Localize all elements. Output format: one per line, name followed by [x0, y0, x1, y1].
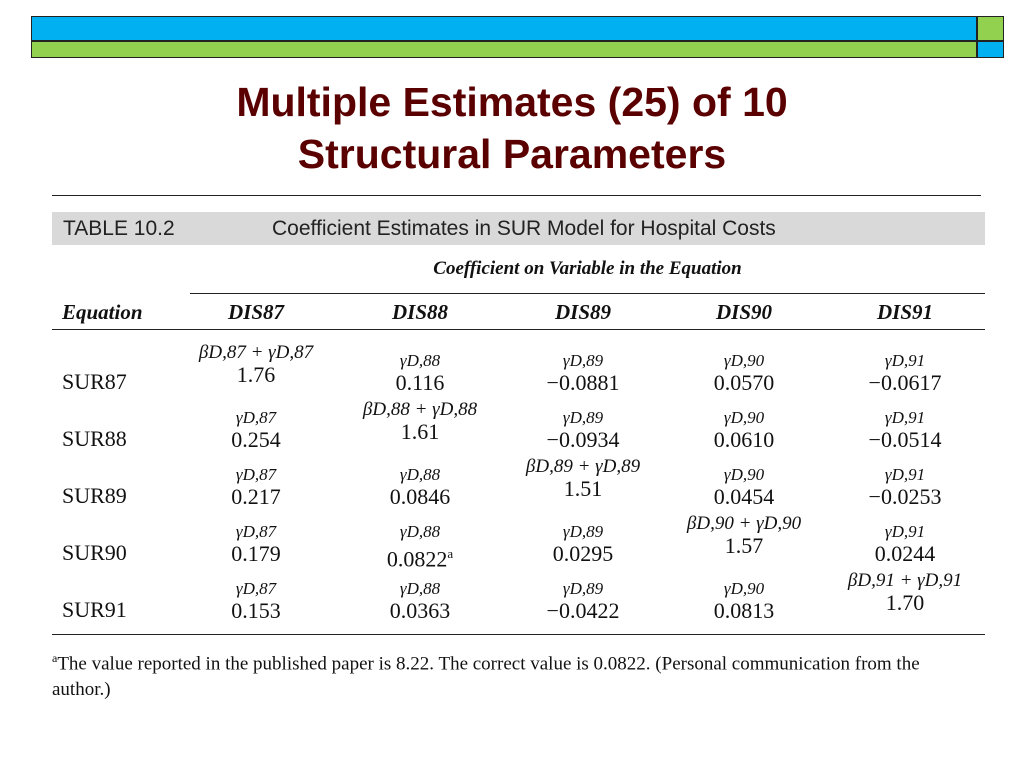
cell-value: 0.0822	[386, 546, 448, 572]
header-bar-blue	[31, 16, 977, 41]
table-cell	[498, 343, 668, 395]
table-top-rule	[52, 195, 981, 196]
column-header: DIS89	[554, 300, 612, 324]
cell-value: −0.0514	[868, 427, 942, 452]
cell-value: 0.153	[231, 598, 281, 623]
column-header: DIS90	[715, 300, 773, 324]
cell-value: 0.0454	[713, 484, 775, 509]
cell-value: 0.0610	[713, 427, 775, 452]
header-bar-green	[31, 41, 977, 58]
cell-value: 0.254	[231, 427, 281, 452]
cell-symbol: γD,89	[562, 408, 604, 427]
row-label: SUR89	[62, 483, 127, 508]
table-cell	[335, 571, 505, 623]
cell-symbol: βD,90 + γD,90	[686, 513, 802, 534]
column-header: DIS87	[227, 300, 285, 324]
cell-symbol: γD,87	[235, 522, 277, 541]
table-cell	[171, 457, 341, 509]
row-label: SUR91	[62, 597, 127, 622]
cell-symbol: βD,87 + γD,87	[198, 342, 314, 363]
table-cell	[659, 343, 829, 395]
cell-value: 1.61	[400, 419, 440, 444]
cell-symbol: βD,91 + γD,91	[847, 570, 963, 591]
table-cell	[659, 457, 829, 509]
table-number: TABLE 10.2	[63, 217, 175, 240]
table-cell	[820, 400, 990, 452]
cell-value: −0.0422	[546, 598, 620, 623]
row-label: SUR87	[62, 369, 127, 394]
cell-value: −0.0881	[546, 370, 620, 395]
table-cell	[171, 343, 341, 387]
cell-symbol: γD,91	[884, 351, 926, 370]
cell-value: 0.217	[231, 484, 281, 509]
cell-value: 0.0846	[389, 484, 451, 509]
cell-symbol: γD,91	[884, 465, 926, 484]
table-cell	[820, 343, 990, 395]
column-header: DIS91	[876, 300, 934, 324]
cell-value: 0.179	[231, 541, 281, 566]
header-square-green	[977, 16, 1004, 41]
table-cell	[335, 400, 505, 444]
table-cell	[335, 457, 505, 509]
table-cell	[820, 571, 990, 615]
table-cell	[498, 571, 668, 623]
cell-symbol: γD,88	[399, 522, 441, 541]
table-cell	[820, 457, 990, 509]
table-cell	[820, 514, 990, 566]
cell-footnote-mark: a	[447, 546, 454, 561]
cell-symbol: γD,87	[235, 579, 277, 598]
table-cell	[659, 514, 829, 558]
cell-symbol: γD,90	[723, 579, 765, 598]
cell-symbol: γD,88	[399, 465, 441, 484]
table-cell	[498, 514, 668, 566]
table-cell	[171, 400, 341, 452]
slide-title-line-1: Multiple Estimates (25) of 10	[236, 79, 788, 125]
table-cell	[498, 457, 668, 501]
cell-symbol: γD,90	[723, 351, 765, 370]
table-footnote	[52, 645, 952, 703]
cell-symbol: γD,90	[723, 465, 765, 484]
cell-symbol: γD,91	[884, 522, 926, 541]
cell-value: 0.0363	[389, 598, 451, 623]
cell-value: 1.76	[236, 362, 276, 387]
cell-value: 0.116	[395, 370, 445, 395]
column-header: DIS88	[391, 300, 449, 324]
cell-value: 1.57	[724, 533, 764, 558]
cell-value: 0.0813	[713, 598, 775, 623]
cell-value: 1.70	[885, 590, 925, 615]
cell-symbol: γD,88	[399, 351, 441, 370]
cell-symbol: γD,89	[562, 522, 604, 541]
cell-value: 0.0570	[713, 370, 775, 395]
slide-title-line-2: Structural Parameters	[297, 131, 727, 177]
table-cell	[171, 514, 341, 566]
table-cell	[335, 514, 505, 571]
table-cell	[335, 343, 505, 395]
cell-symbol: βD,88 + γD,88	[362, 399, 478, 420]
cell-symbol: γD,87	[235, 465, 277, 484]
cell-symbol: γD,88	[399, 579, 441, 598]
footnote-text: The value reported in the published paper is 8.22. The correct value is 0.0822. (Personal communication from the author.)	[52, 653, 920, 701]
table-cell	[659, 571, 829, 623]
footnote-mark: a	[52, 651, 58, 665]
cell-symbol: γD,91	[884, 408, 926, 427]
table-caption-bar	[52, 212, 985, 245]
cell-symbol: γD,87	[235, 408, 277, 427]
cell-value: 1.51	[563, 476, 603, 501]
cell-value: 0.0244	[874, 541, 936, 566]
cell-symbol: βD,89 + γD,89	[525, 456, 641, 477]
column-spanner: Coefficient on Variable in the Equation	[433, 258, 742, 279]
cell-value: −0.0617	[868, 370, 942, 395]
cell-value: 0.0295	[552, 541, 614, 566]
slide-title	[0, 76, 1024, 180]
row-label: SUR88	[62, 426, 127, 451]
table-cell	[171, 571, 341, 623]
row-label: SUR90	[62, 540, 127, 565]
cell-symbol: γD,89	[562, 579, 604, 598]
table-bottom-rule	[52, 634, 985, 635]
cell-symbol: γD,90	[723, 408, 765, 427]
cell-value: −0.0934	[546, 427, 620, 452]
header-square-blue	[977, 41, 1004, 58]
header-rule	[52, 329, 985, 330]
cell-value: −0.0253	[868, 484, 942, 509]
table-cell	[498, 400, 668, 452]
table-cell	[659, 400, 829, 452]
table-caption: Coefficient Estimates in SUR Model for Hospital Costs	[272, 217, 776, 240]
cell-symbol: γD,89	[562, 351, 604, 370]
spanner-rule	[190, 293, 985, 294]
equation-header: Equation	[62, 300, 143, 324]
